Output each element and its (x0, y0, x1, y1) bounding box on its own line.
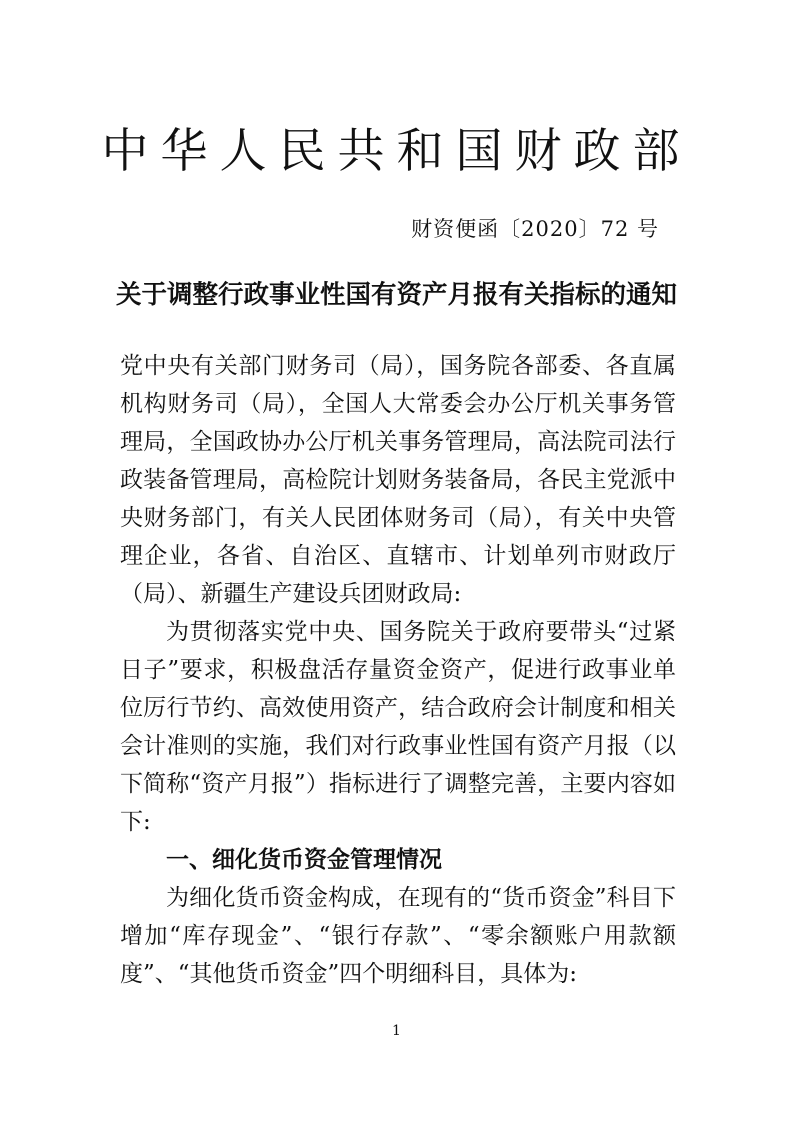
org-title: 中华人民共和国财政部 (101, 124, 692, 179)
page-number: 1 (392, 1023, 401, 1039)
notice-title: 关于调整行政事业性国有资产月报有关指标的通知 (115, 280, 677, 310)
intro-paragraph: 为贯彻落实党中央、国务院关于政府要带头“过紧日子”要求，积极盘活存量资金资产，促进行政事业单位厉行节约、高效使用资产，结合政府会计制度和相关会计准则的实施，我们对行政事业性国有资产月报（以下简称“资产月报”）指标进行了调整完善，主要内容如下: (120, 619, 676, 835)
document-body (120, 347, 676, 993)
recipients-paragraph: 党中央有关部门财务司（局），国务院各部委、各直属机构财务司（局），全国人大常委会办公厅机关事务管理局，全国政协办公厅机关事务管理局，高法院司法行政装备管理局，高检院计划财务装备局，各民主党派中央财务部门，有关人民团体财务司（局），有关中央管理企业，各省、自治区、直辖市、计划单列市财政厅（局）、新疆生产建设兵团财政局: (120, 353, 676, 607)
section-paragraph: 为细化货币资金构成，在现有的“货币资金”科目下增加“库存现金”、“银行存款”、“零余额账户用款额度”、“其他货币资金”四个明细科目，具体为: (120, 885, 676, 987)
section-heading: 一、细化货币资金管理情况 (166, 847, 442, 873)
document-number: 财资便函〔2020〕72 号 (411, 217, 659, 241)
